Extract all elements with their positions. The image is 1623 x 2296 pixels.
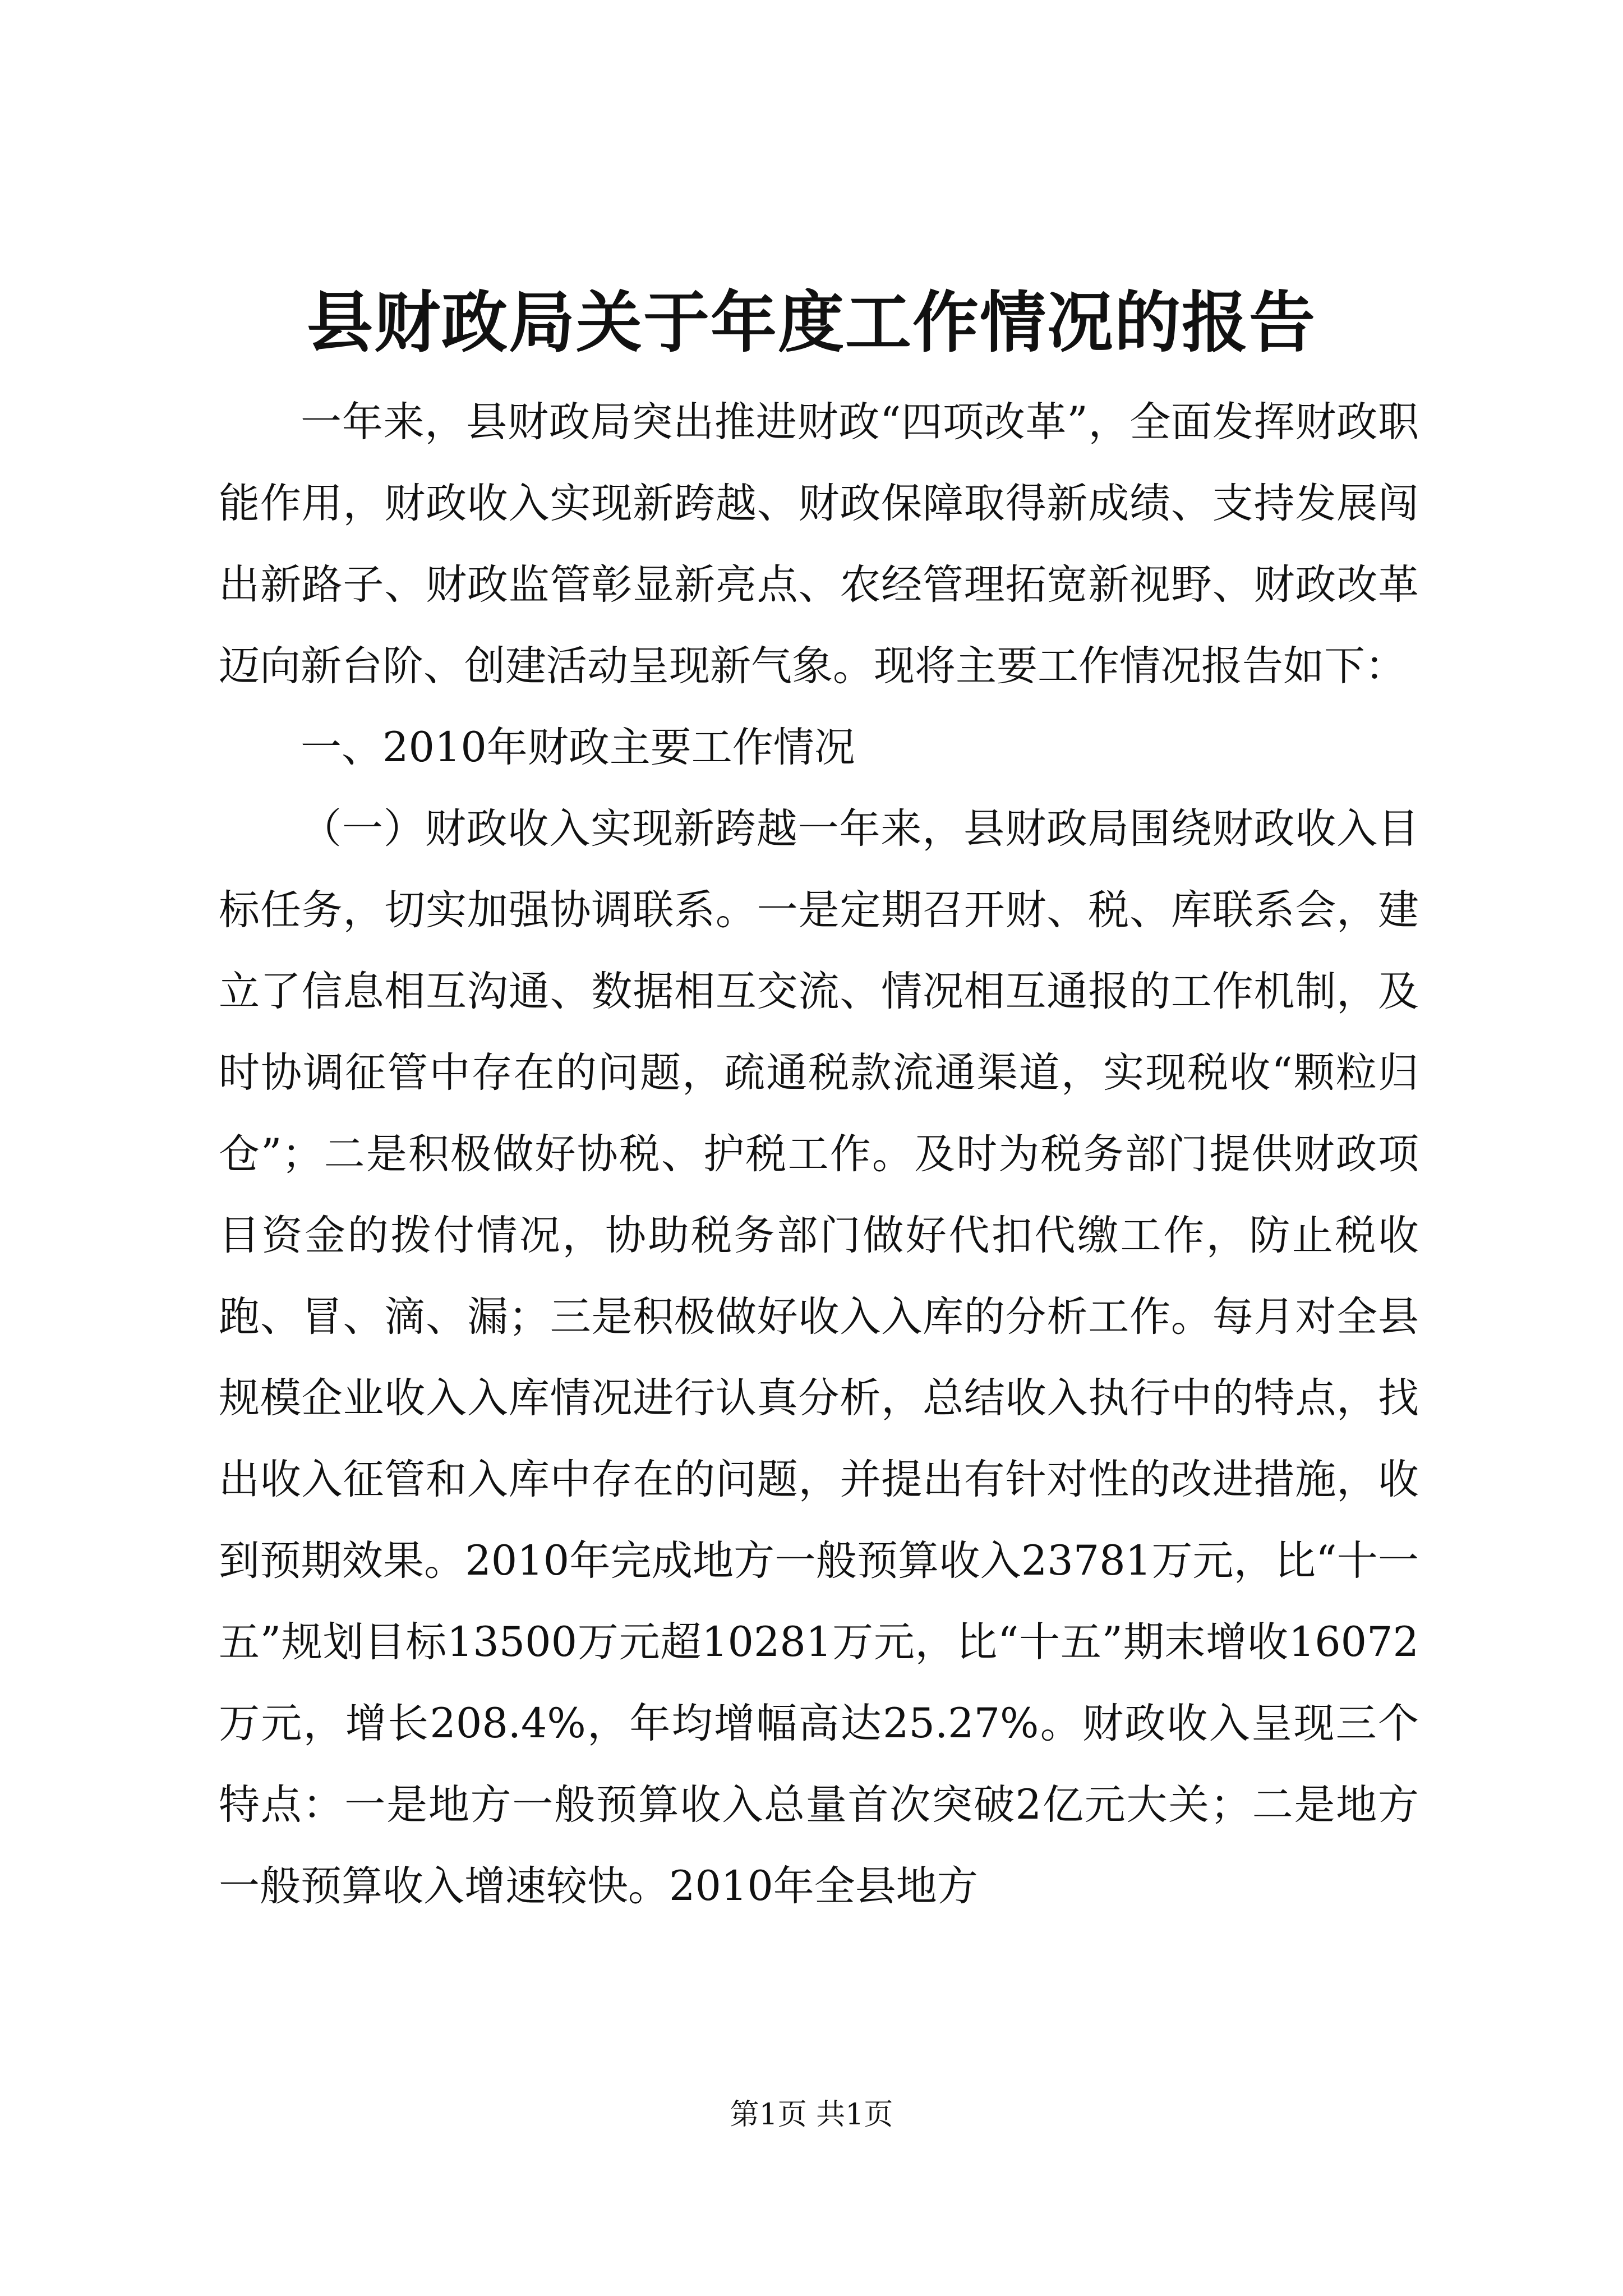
section-paragraph: （一）财政收入实现新跨越一年来，县财政局围绕财政收入目标任务，切实加强协调联系。一是定期召开财、税、库联系会，建立了信息相互沟通、数据相互交流、情况相互通报的工作机制，及时协调征管中存在的问题，疏通税款流通渠道，实现税收“颗粒归仓”；二是积极做好协税、护税工作。及时为税务部门提供财政项目资金的拨付情况，协助税务部门做好代扣代缴工作，防止税收跑、冒、滴、漏；三是积极做好收入入库的分析工作。每月对全县规模企业收入入库情况进行认真分析，总结收入执行中的特点，找出收入征管和入库中存在的问题，并提出有针对性的改进措施，收到预期效果。2010年完成地方一般预算收入23781万元，比“十一五”规划目标13500万元超10281万元，比“十五”期末增收16072万元，增长208.4%，年均增幅高达25.27%。财政收入呈现三个特点：一是地方一般预算收入总量首次突破2亿元大关；二是地方一般预算收入增速较快。2010年全县地方 bbox=[219, 805, 1419, 1910]
page-footer: 第1页 共1页 bbox=[730, 2098, 893, 2132]
section-heading: 一、2010年财政主要工作情况 bbox=[301, 724, 855, 771]
document-body bbox=[219, 381, 1419, 1927]
document-title: 县财政局关于年度工作情况的报告 bbox=[306, 284, 1316, 361]
intro-paragraph: 一年来，县财政局突出推进财政“四项改革”，全面发挥财政职能作用，财政收入实现新跨越、财政保障取得新成绩、支持发展闯出新路子、财政监管彰显新亮点、农经管理拓宽新视野、财政改革迈向新台阶、创建活动呈现新气象。现将主要工作情况报告如下： bbox=[219, 398, 1419, 690]
